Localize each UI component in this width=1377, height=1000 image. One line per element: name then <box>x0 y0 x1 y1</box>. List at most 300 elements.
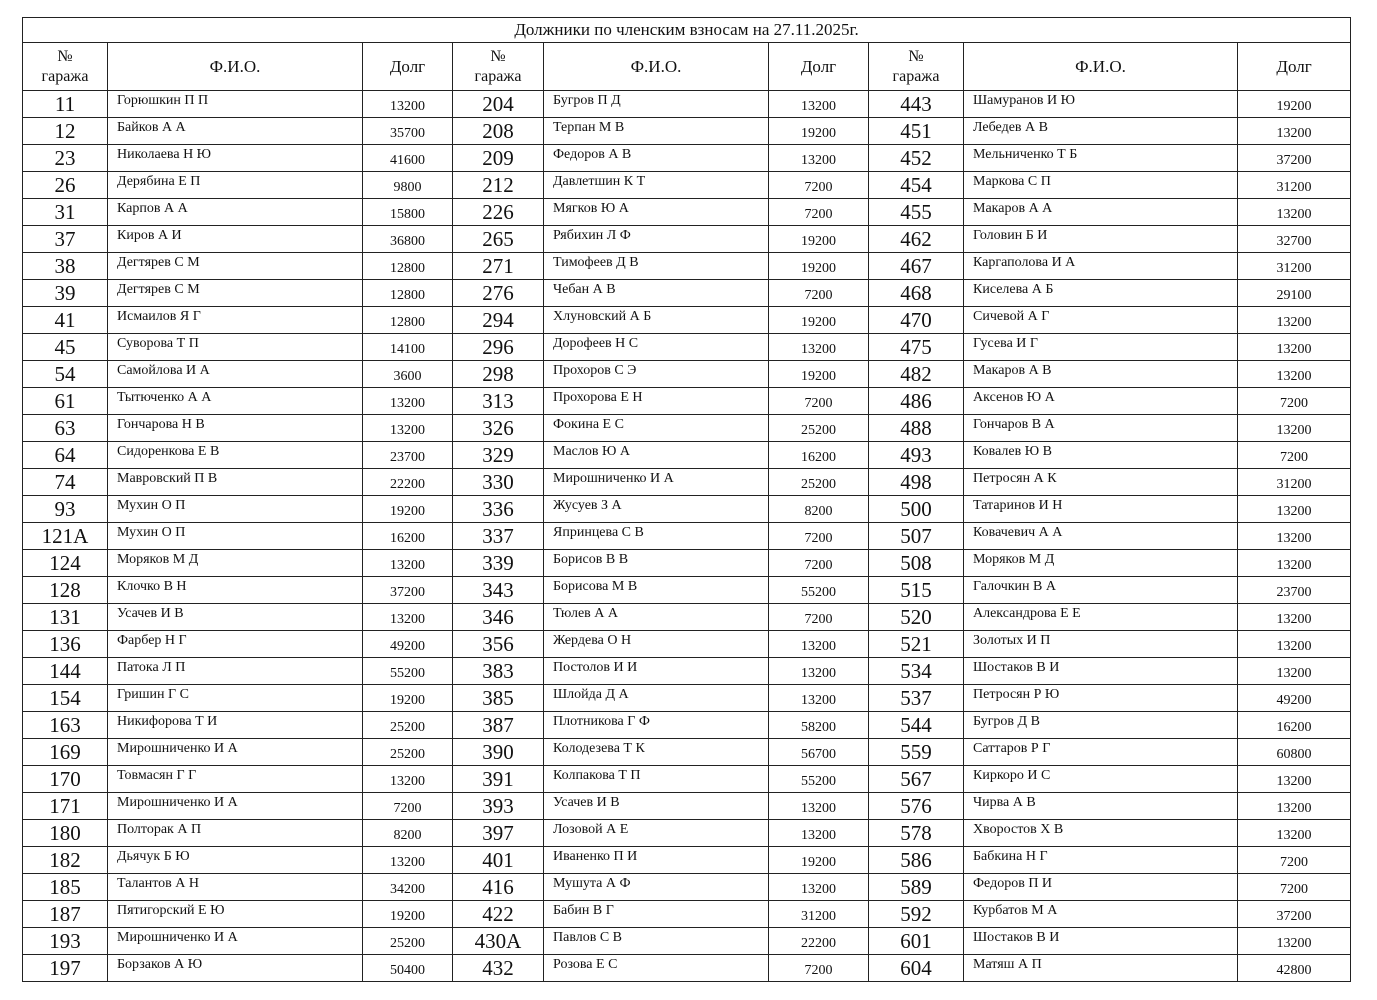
name-cell: Терпан М В <box>544 118 769 145</box>
name-cell: Япринцева С В <box>544 523 769 550</box>
table-row <box>23 685 1351 712</box>
garage-number-cell: 482 <box>869 361 964 388</box>
garage-number-cell: 507 <box>869 523 964 550</box>
table-row <box>23 550 1351 577</box>
name-cell: Колпакова Т П <box>544 766 769 793</box>
table-row <box>23 712 1351 739</box>
name-cell: Усачев И В <box>544 793 769 820</box>
debt-cell: 31200 <box>1238 172 1351 199</box>
garage-number-cell: 401 <box>453 847 544 874</box>
debt-cell: 12800 <box>363 280 453 307</box>
table-row <box>23 307 1351 334</box>
debt-cell: 7200 <box>1238 388 1351 415</box>
name-cell: Хворостов Х В <box>964 820 1238 847</box>
debt-cell: 19200 <box>769 307 869 334</box>
debt-cell: 16200 <box>1238 712 1351 739</box>
table-row <box>23 253 1351 280</box>
garage-number-cell: 197 <box>23 955 108 982</box>
header-debt: Долг <box>769 43 869 91</box>
debt-cell: 13200 <box>1238 658 1351 685</box>
table-row <box>23 172 1351 199</box>
name-cell: Дорофеев Н С <box>544 334 769 361</box>
table-row <box>23 280 1351 307</box>
garage-number-cell: 443 <box>869 91 964 118</box>
table-row <box>23 847 1351 874</box>
name-cell: Шостаков В И <box>964 658 1238 685</box>
name-cell: Карпов А А <box>108 199 363 226</box>
debt-cell: 37200 <box>1238 901 1351 928</box>
name-cell: Мирошниченко И А <box>108 793 363 820</box>
name-cell: Федоров А В <box>544 145 769 172</box>
debt-cell: 13200 <box>363 604 453 631</box>
debt-cell: 25200 <box>363 739 453 766</box>
table-row <box>23 631 1351 658</box>
debt-cell: 8200 <box>769 496 869 523</box>
name-cell: Бабин В Г <box>544 901 769 928</box>
table-row <box>23 469 1351 496</box>
debt-cell: 22200 <box>363 469 453 496</box>
table-row <box>23 523 1351 550</box>
garage-number-cell: 330 <box>453 469 544 496</box>
garage-number-cell: 385 <box>453 685 544 712</box>
debt-cell: 13200 <box>363 415 453 442</box>
garage-number-cell: 121А <box>23 523 108 550</box>
name-cell: Саттаров Р Г <box>964 739 1238 766</box>
debt-cell: 22200 <box>769 928 869 955</box>
garage-number-cell: 508 <box>869 550 964 577</box>
garage-number-cell: 451 <box>869 118 964 145</box>
debt-cell: 12800 <box>363 307 453 334</box>
name-cell: Жердева О Н <box>544 631 769 658</box>
debt-cell: 13200 <box>1238 334 1351 361</box>
header-debt: Долг <box>1238 43 1351 91</box>
garage-number-cell: 208 <box>453 118 544 145</box>
debt-cell: 23700 <box>1238 577 1351 604</box>
garage-number-cell: 430А <box>453 928 544 955</box>
debt-cell: 37200 <box>1238 145 1351 172</box>
debt-cell: 25200 <box>769 415 869 442</box>
name-cell: Мельниченко Т Б <box>964 145 1238 172</box>
debt-cell: 19200 <box>769 847 869 874</box>
garage-number-cell: 343 <box>453 577 544 604</box>
debt-cell: 7200 <box>769 604 869 631</box>
debt-cell: 25200 <box>769 469 869 496</box>
name-cell: Плотникова Г Ф <box>544 712 769 739</box>
name-cell: Товмасян Г Г <box>108 766 363 793</box>
garage-number-cell: 462 <box>869 226 964 253</box>
name-cell: Суворова Т П <box>108 334 363 361</box>
name-cell: Тытюченко А А <box>108 388 363 415</box>
debt-cell: 13200 <box>769 658 869 685</box>
debt-cell: 13200 <box>1238 766 1351 793</box>
name-cell: Горюшкин П П <box>108 91 363 118</box>
table-row <box>23 739 1351 766</box>
debt-cell: 49200 <box>1238 685 1351 712</box>
debt-cell: 13200 <box>1238 199 1351 226</box>
debt-cell: 19200 <box>363 685 453 712</box>
table-row <box>23 766 1351 793</box>
garage-number-cell: 393 <box>453 793 544 820</box>
name-cell: Мирошниченко И А <box>108 928 363 955</box>
debtors-table <box>22 17 1351 982</box>
garage-number-cell: 296 <box>453 334 544 361</box>
debt-cell: 31200 <box>1238 469 1351 496</box>
table-row <box>23 145 1351 172</box>
garage-number-cell: 486 <box>869 388 964 415</box>
debt-cell: 29100 <box>1238 280 1351 307</box>
garage-number-cell: 586 <box>869 847 964 874</box>
garage-number-cell: 432 <box>453 955 544 982</box>
header-garage-label: гаража <box>474 67 522 85</box>
debt-cell: 7200 <box>769 550 869 577</box>
garage-number-cell: 326 <box>453 415 544 442</box>
name-cell: Фарбер Н Г <box>108 631 363 658</box>
garage-number-cell: 45 <box>23 334 108 361</box>
garage-number-cell: 61 <box>23 388 108 415</box>
table-row <box>23 793 1351 820</box>
name-cell: Шостаков В И <box>964 928 1238 955</box>
debt-cell: 23700 <box>363 442 453 469</box>
name-cell: Николаева Н Ю <box>108 145 363 172</box>
name-cell: Мухин О П <box>108 523 363 550</box>
table-row <box>23 91 1351 118</box>
name-cell: Павлов С В <box>544 928 769 955</box>
garage-number-cell: 182 <box>23 847 108 874</box>
garage-number-cell: 298 <box>453 361 544 388</box>
garage-number-cell: 313 <box>453 388 544 415</box>
table-row <box>23 874 1351 901</box>
name-cell: Гусева И Г <box>964 334 1238 361</box>
debt-cell: 7200 <box>769 172 869 199</box>
debt-cell: 19200 <box>363 901 453 928</box>
header-number-sign: № <box>57 47 73 65</box>
debt-cell: 15800 <box>363 199 453 226</box>
debt-cell: 42800 <box>1238 955 1351 982</box>
debt-cell: 13200 <box>363 388 453 415</box>
debt-cell: 7200 <box>1238 874 1351 901</box>
debt-cell: 13200 <box>1238 631 1351 658</box>
name-cell: Чебан А В <box>544 280 769 307</box>
name-cell: Галочкин В А <box>964 577 1238 604</box>
debt-cell: 16200 <box>769 442 869 469</box>
header-garage-number <box>869 43 964 91</box>
garage-number-cell: 397 <box>453 820 544 847</box>
debt-cell: 7200 <box>769 199 869 226</box>
name-cell: Фокина Е С <box>544 415 769 442</box>
garage-number-cell: 356 <box>453 631 544 658</box>
debt-cell: 60800 <box>1238 739 1351 766</box>
table-row <box>23 415 1351 442</box>
name-cell: Колодезева Т К <box>544 739 769 766</box>
garage-number-cell: 336 <box>453 496 544 523</box>
debt-cell: 19200 <box>769 118 869 145</box>
table-row <box>23 901 1351 928</box>
debt-cell: 19200 <box>769 226 869 253</box>
garage-number-cell: 154 <box>23 685 108 712</box>
name-cell: Дегтярев С М <box>108 280 363 307</box>
name-cell: Моряков М Д <box>964 550 1238 577</box>
table-row <box>23 658 1351 685</box>
debt-cell: 7200 <box>769 955 869 982</box>
name-cell: Постолов И И <box>544 658 769 685</box>
garage-number-cell: 416 <box>453 874 544 901</box>
debt-cell: 13200 <box>1238 496 1351 523</box>
name-cell: Мирошниченко И А <box>108 739 363 766</box>
name-cell: Мягков Ю А <box>544 199 769 226</box>
debt-cell: 13200 <box>363 766 453 793</box>
debt-cell: 58200 <box>769 712 869 739</box>
debt-cell: 13200 <box>1238 793 1351 820</box>
header-garage-number <box>453 43 544 91</box>
garage-number-cell: 592 <box>869 901 964 928</box>
debt-cell: 41600 <box>363 145 453 172</box>
garage-number-cell: 567 <box>869 766 964 793</box>
garage-number-cell: 93 <box>23 496 108 523</box>
garage-number-cell: 391 <box>453 766 544 793</box>
garage-number-cell: 475 <box>869 334 964 361</box>
garage-number-cell: 170 <box>23 766 108 793</box>
garage-number-cell: 144 <box>23 658 108 685</box>
name-cell: Давлетшин К Т <box>544 172 769 199</box>
name-cell: Мавровский П В <box>108 469 363 496</box>
name-cell: Тимофеев Д В <box>544 253 769 280</box>
debt-cell: 13200 <box>1238 604 1351 631</box>
debt-cell: 13200 <box>1238 415 1351 442</box>
name-cell: Татаринов И Н <box>964 496 1238 523</box>
debt-cell: 16200 <box>363 523 453 550</box>
garage-number-cell: 276 <box>453 280 544 307</box>
debt-cell: 35700 <box>363 118 453 145</box>
debt-cell: 7200 <box>769 388 869 415</box>
debt-cell: 36800 <box>363 226 453 253</box>
debt-cell: 12800 <box>363 253 453 280</box>
name-cell: Дегтярев С М <box>108 253 363 280</box>
name-cell: Матяш А П <box>964 955 1238 982</box>
name-cell: Бугров П Д <box>544 91 769 118</box>
debt-cell: 13200 <box>769 334 869 361</box>
name-cell: Петросян А К <box>964 469 1238 496</box>
name-cell: Байков А А <box>108 118 363 145</box>
garage-number-cell: 23 <box>23 145 108 172</box>
garage-number-cell: 346 <box>453 604 544 631</box>
name-cell: Ковалев Ю В <box>964 442 1238 469</box>
debt-cell: 13200 <box>769 685 869 712</box>
garage-number-cell: 31 <box>23 199 108 226</box>
debt-cell: 13200 <box>769 793 869 820</box>
garage-number-cell: 271 <box>453 253 544 280</box>
garage-number-cell: 54 <box>23 361 108 388</box>
garage-number-cell: 452 <box>869 145 964 172</box>
garage-number-cell: 454 <box>869 172 964 199</box>
name-cell: Клочко В Н <box>108 577 363 604</box>
name-cell: Шамуранов И Ю <box>964 91 1238 118</box>
table-row <box>23 388 1351 415</box>
header-name: Ф.И.О. <box>108 43 363 91</box>
garage-number-cell: 131 <box>23 604 108 631</box>
garage-number-cell: 390 <box>453 739 544 766</box>
garage-number-cell: 193 <box>23 928 108 955</box>
garage-number-cell: 537 <box>869 685 964 712</box>
table-row <box>23 820 1351 847</box>
garage-number-cell: 500 <box>869 496 964 523</box>
garage-number-cell: 169 <box>23 739 108 766</box>
name-cell: Ковачевич А А <box>964 523 1238 550</box>
garage-number-cell: 589 <box>869 874 964 901</box>
garage-number-cell: 294 <box>453 307 544 334</box>
name-cell: Гончарова Н В <box>108 415 363 442</box>
garage-number-cell: 337 <box>453 523 544 550</box>
name-cell: Пятигорский Е Ю <box>108 901 363 928</box>
debt-cell: 25200 <box>363 928 453 955</box>
garage-number-cell: 39 <box>23 280 108 307</box>
garage-number-cell: 515 <box>869 577 964 604</box>
name-cell: Бугров Д В <box>964 712 1238 739</box>
debt-cell: 9800 <box>363 172 453 199</box>
name-cell: Борисов В В <box>544 550 769 577</box>
debt-cell: 19200 <box>1238 91 1351 118</box>
table-row <box>23 955 1351 982</box>
table-title: Должники по членским взносам на 27.11.2025г. <box>23 18 1351 43</box>
garage-number-cell: 468 <box>869 280 964 307</box>
name-cell: Гришин Г С <box>108 685 363 712</box>
garage-number-cell: 455 <box>869 199 964 226</box>
debt-cell: 7200 <box>1238 847 1351 874</box>
garage-number-cell: 136 <box>23 631 108 658</box>
garage-number-cell: 493 <box>869 442 964 469</box>
garage-number-cell: 37 <box>23 226 108 253</box>
name-cell: Сидоренкова Е В <box>108 442 363 469</box>
garage-number-cell: 124 <box>23 550 108 577</box>
garage-number-cell: 534 <box>869 658 964 685</box>
name-cell: Мирошниченко И А <box>544 469 769 496</box>
debt-cell: 13200 <box>1238 523 1351 550</box>
garage-number-cell: 204 <box>453 91 544 118</box>
name-cell: Никифорова Т И <box>108 712 363 739</box>
debt-cell: 7200 <box>1238 442 1351 469</box>
garage-number-cell: 422 <box>453 901 544 928</box>
garage-number-cell: 209 <box>453 145 544 172</box>
garage-number-cell: 265 <box>453 226 544 253</box>
debt-cell: 13200 <box>769 820 869 847</box>
name-cell: Бабкина Н Г <box>964 847 1238 874</box>
name-cell: Иваненко П И <box>544 847 769 874</box>
debt-cell: 13200 <box>363 550 453 577</box>
garage-number-cell: 64 <box>23 442 108 469</box>
header-name: Ф.И.О. <box>964 43 1238 91</box>
debt-cell: 13200 <box>1238 928 1351 955</box>
name-cell: Золотых И П <box>964 631 1238 658</box>
garage-number-cell: 226 <box>453 199 544 226</box>
name-cell: Александрова Е Е <box>964 604 1238 631</box>
table-body <box>23 91 1351 982</box>
garage-number-cell: 26 <box>23 172 108 199</box>
table-row <box>23 496 1351 523</box>
header-row <box>23 43 1351 91</box>
name-cell: Каргаполова И А <box>964 253 1238 280</box>
name-cell: Борзаков А Ю <box>108 955 363 982</box>
garage-number-cell: 488 <box>869 415 964 442</box>
name-cell: Дьячук Б Ю <box>108 847 363 874</box>
name-cell: Макаров А А <box>964 199 1238 226</box>
table-row <box>23 577 1351 604</box>
name-cell: Петросян Р Ю <box>964 685 1238 712</box>
name-cell: Самойлова И А <box>108 361 363 388</box>
header-garage-label: гаража <box>41 67 89 85</box>
debt-cell: 31200 <box>1238 253 1351 280</box>
name-cell: Хлуновский А Б <box>544 307 769 334</box>
name-cell: Киров А И <box>108 226 363 253</box>
header-number-sign: № <box>490 47 506 65</box>
garage-number-cell: 163 <box>23 712 108 739</box>
name-cell: Борисова М В <box>544 577 769 604</box>
name-cell: Талантов А Н <box>108 874 363 901</box>
debt-cell: 8200 <box>363 820 453 847</box>
header-name: Ф.И.О. <box>544 43 769 91</box>
debt-cell: 13200 <box>1238 307 1351 334</box>
debt-cell: 3600 <box>363 361 453 388</box>
debt-cell: 55200 <box>363 658 453 685</box>
garage-number-cell: 329 <box>453 442 544 469</box>
name-cell: Патока Л П <box>108 658 363 685</box>
name-cell: Чирва А В <box>964 793 1238 820</box>
garage-number-cell: 38 <box>23 253 108 280</box>
garage-number-cell: 74 <box>23 469 108 496</box>
debt-cell: 7200 <box>363 793 453 820</box>
table-row <box>23 604 1351 631</box>
debt-cell: 50400 <box>363 955 453 982</box>
name-cell: Лебедев А В <box>964 118 1238 145</box>
debt-cell: 19200 <box>363 496 453 523</box>
garage-number-cell: 520 <box>869 604 964 631</box>
debt-cell: 56700 <box>769 739 869 766</box>
debt-cell: 13200 <box>1238 118 1351 145</box>
name-cell: Сичевой А Г <box>964 307 1238 334</box>
debt-cell: 37200 <box>363 577 453 604</box>
garage-number-cell: 12 <box>23 118 108 145</box>
debt-cell: 31200 <box>769 901 869 928</box>
garage-number-cell: 467 <box>869 253 964 280</box>
garage-number-cell: 387 <box>453 712 544 739</box>
garage-number-cell: 383 <box>453 658 544 685</box>
debt-cell: 13200 <box>769 631 869 658</box>
debt-cell: 14100 <box>363 334 453 361</box>
garage-number-cell: 578 <box>869 820 964 847</box>
debt-cell: 13200 <box>1238 550 1351 577</box>
debt-cell: 32700 <box>1238 226 1351 253</box>
debt-cell: 13200 <box>769 145 869 172</box>
name-cell: Рябихин Л Ф <box>544 226 769 253</box>
debt-cell: 19200 <box>769 361 869 388</box>
debt-cell: 13200 <box>363 91 453 118</box>
table-row <box>23 334 1351 361</box>
name-cell: Моряков М Д <box>108 550 363 577</box>
debt-cell: 13200 <box>769 91 869 118</box>
name-cell: Мушута А Ф <box>544 874 769 901</box>
garage-number-cell: 187 <box>23 901 108 928</box>
garage-number-cell: 171 <box>23 793 108 820</box>
garage-number-cell: 544 <box>869 712 964 739</box>
header-garage-label: гаража <box>892 67 940 85</box>
debt-cell: 7200 <box>769 280 869 307</box>
garage-number-cell: 604 <box>869 955 964 982</box>
debt-cell: 13200 <box>363 847 453 874</box>
name-cell: Жусуев З А <box>544 496 769 523</box>
header-number-sign: № <box>908 47 924 65</box>
name-cell: Мухин О П <box>108 496 363 523</box>
name-cell: Федоров П И <box>964 874 1238 901</box>
debt-cell: 49200 <box>363 631 453 658</box>
name-cell: Розова Е С <box>544 955 769 982</box>
